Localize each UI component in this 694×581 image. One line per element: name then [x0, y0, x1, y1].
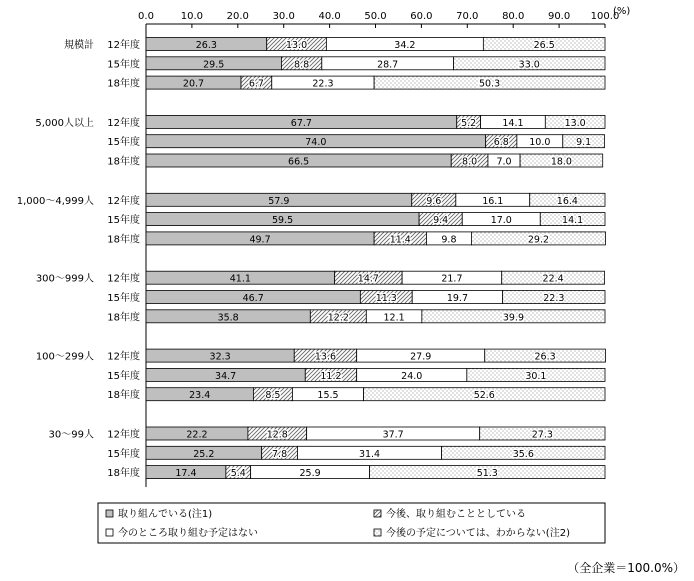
data-label: 5.4: [230, 468, 246, 480]
data-label: 5.2: [461, 117, 477, 129]
data-label: 9.8: [441, 234, 457, 246]
data-label: 7.0: [496, 156, 512, 168]
x-tick-label: 20.0: [226, 11, 249, 22]
data-label: 67.7: [290, 117, 312, 129]
data-label: 14.1: [502, 117, 524, 129]
data-label: 52.6: [473, 390, 495, 402]
data-label: 25.2: [193, 448, 215, 460]
data-label: 26.3: [195, 40, 217, 51]
data-label: 74.0: [305, 137, 327, 149]
data-label: 34.2: [394, 40, 416, 51]
x-tick-label: 100.0: [590, 11, 620, 22]
year-label: 18年度: [107, 78, 140, 90]
legend-swatch: [374, 529, 381, 536]
legend-entry: 今後、取り組むこととしている: [386, 509, 526, 520]
data-label: 9.4: [433, 215, 449, 227]
data-label: 12.2: [327, 312, 349, 324]
data-label: 14.7: [357, 273, 379, 285]
legend: [98, 503, 605, 543]
year-label: 18年度: [107, 468, 140, 480]
legend-swatch: [106, 529, 113, 536]
year-label: 15年度: [107, 137, 140, 149]
data-label: 41.1: [229, 273, 251, 285]
group-label: 100～299人: [35, 351, 94, 363]
data-label: 8.0: [462, 156, 478, 168]
data-label: 18.0: [550, 156, 572, 168]
year-label: 15年度: [107, 59, 140, 71]
data-label: 59.5: [271, 215, 294, 227]
data-label: 17.0: [490, 215, 512, 227]
x-tick-label: 30.0: [272, 11, 295, 22]
data-label: 16.1: [482, 195, 504, 207]
data-label: 27.3: [531, 429, 553, 441]
legend-entry: 今のところ取り組む予定はない: [118, 528, 258, 539]
data-label: 27.9: [410, 351, 432, 363]
year-label: 18年度: [107, 156, 140, 168]
data-label: 21.7: [441, 273, 463, 285]
data-label: 29.2: [527, 234, 550, 246]
year-label: 18年度: [107, 312, 140, 324]
group-label: 1,000～4,999人: [16, 195, 94, 207]
year-label: 15年度: [107, 215, 140, 227]
data-label: 26.3: [534, 351, 556, 363]
data-label: 49.7: [249, 234, 271, 246]
data-label: 22.2: [186, 429, 208, 441]
data-label: 33.0: [518, 59, 540, 71]
legend-swatch: [374, 510, 381, 517]
group-label: 30～99人: [48, 429, 94, 441]
data-label: 10.0: [529, 137, 551, 149]
data-label: 34.7: [215, 370, 237, 382]
data-label: 50.3: [478, 78, 501, 90]
year-label: 12年度: [107, 40, 140, 51]
data-label: 13.0: [564, 117, 586, 129]
data-label: 22.4: [542, 273, 564, 285]
data-label: 23.4: [189, 390, 211, 402]
x-tick-label: 50.0: [364, 11, 387, 22]
data-label: 12.8: [266, 429, 288, 441]
data-label: 11.3: [375, 293, 397, 304]
year-label: 15年度: [107, 370, 140, 382]
data-label: 32.3: [209, 351, 231, 363]
data-label: 14.1: [562, 215, 584, 227]
year-label: 12年度: [107, 117, 140, 129]
year-label: 12年度: [107, 351, 140, 363]
data-label: 6.7: [248, 78, 264, 90]
data-label: 30.1: [525, 370, 547, 382]
data-label: 12.1: [383, 312, 405, 324]
year-label: 18年度: [107, 390, 140, 402]
year-label: 12年度: [107, 273, 140, 285]
year-label: 12年度: [107, 195, 140, 207]
data-label: 19.7: [446, 293, 469, 304]
data-label: 57.9: [268, 195, 290, 207]
x-tick-label: 10.0: [180, 11, 204, 22]
data-label: 46.7: [242, 293, 264, 304]
footnote: （全企業＝100.0%）: [567, 561, 685, 575]
x-tick-label: 60.0: [410, 11, 433, 22]
group-label: 規模計: [64, 40, 94, 51]
data-label: 8.8: [294, 59, 310, 71]
data-label: 28.7: [377, 59, 399, 71]
data-label: 17.4: [175, 468, 197, 480]
x-tick-label: 80.0: [502, 11, 525, 22]
x-tick-label: 0.0: [138, 11, 154, 22]
year-label: 15年度: [107, 448, 140, 460]
data-label: 8.5: [265, 390, 281, 402]
x-tick-label: 70.0: [456, 11, 479, 22]
data-label: 35.8: [217, 312, 239, 324]
data-label: 26.5: [533, 40, 555, 51]
data-label: 31.4: [358, 448, 381, 460]
data-label: 35.6: [512, 448, 534, 460]
data-label: 24.0: [401, 370, 423, 382]
data-label: 9.1: [576, 137, 592, 149]
year-label: 18年度: [107, 234, 140, 246]
group-label: 300～999人: [35, 273, 94, 285]
year-label: 12年度: [107, 429, 140, 441]
x-tick-label: 40.0: [318, 11, 341, 22]
data-label: 51.3: [476, 468, 498, 480]
legend-entry: 取り組んでいる(注1): [118, 509, 213, 520]
data-label: 13.0: [285, 40, 308, 51]
data-label: 66.5: [288, 156, 310, 168]
legend-swatch: [106, 510, 113, 517]
data-label: 29.5: [203, 59, 225, 71]
data-label: 15.5: [317, 390, 339, 402]
data-label: 6.8: [493, 137, 509, 149]
data-label: 11.4: [389, 234, 411, 246]
data-label: 13.6: [314, 351, 337, 363]
group-label: 5,000人以上: [35, 117, 94, 129]
data-label: 37.7: [382, 429, 404, 441]
x-tick-label: 90.0: [547, 11, 571, 22]
data-label: 22.3: [543, 293, 565, 304]
data-label: 7.8: [272, 448, 288, 460]
year-label: 15年度: [107, 293, 140, 304]
data-label: 22.3: [312, 78, 334, 90]
data-label: 25.9: [299, 468, 321, 480]
data-label: 9.6: [426, 195, 442, 207]
data-label: 39.9: [502, 312, 525, 324]
axis-unit-label: (%): [613, 6, 631, 17]
legend-entry: 今後の予定については、わからない(注2): [386, 528, 570, 539]
data-label: 16.4: [556, 195, 578, 207]
data-label: 20.7: [182, 78, 205, 90]
data-label: 11.2: [320, 370, 342, 382]
